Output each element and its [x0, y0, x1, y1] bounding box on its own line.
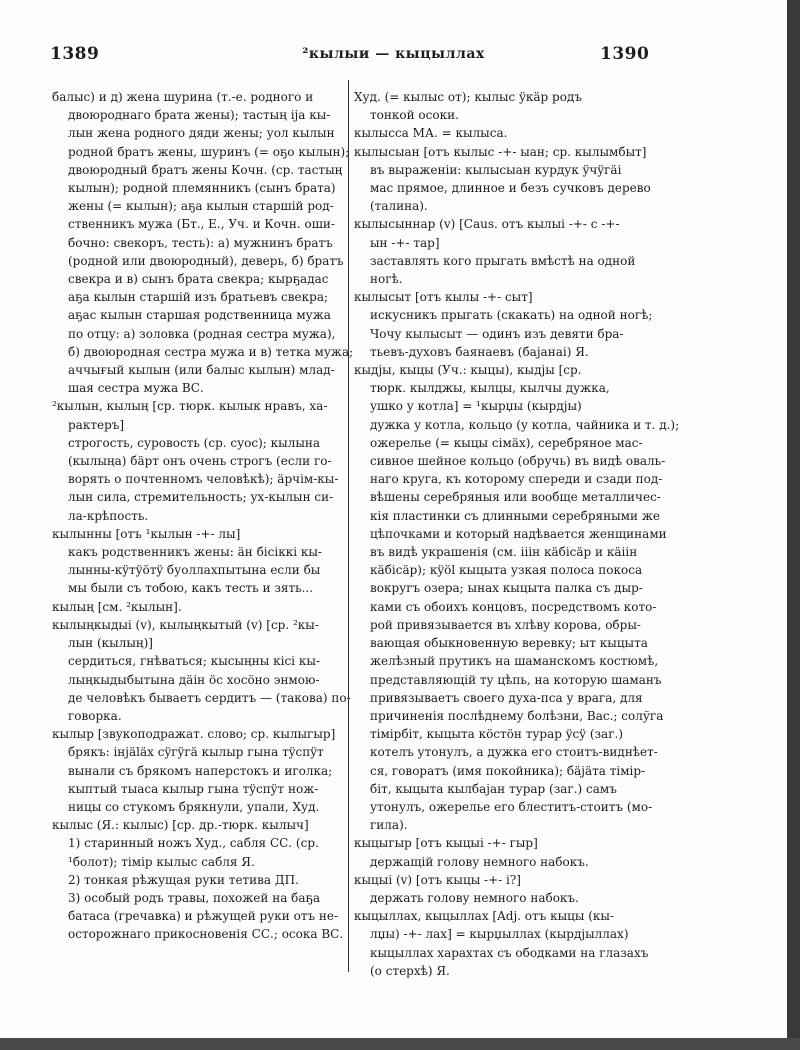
entry-text-line: ¹болот); тімір кылыс сабля Я.: [68, 854, 255, 869]
dictionary-entry: [354, 907, 654, 980]
entry-text-line: вающая обыкновенную веревку; ыт кыцыта: [370, 636, 648, 651]
entry-text-line: лын (кылың)]: [68, 636, 153, 651]
running-title: ²кылыи — кыцыллах: [302, 46, 485, 62]
entry-text-line: бочно: свекоръ, тесть): а) мужнинъ братъ: [68, 235, 333, 250]
entry-text-line: батаса (гречавка) и рѣжущей руки отъ не-: [68, 909, 339, 924]
dictionary-entry: [354, 215, 654, 288]
entry-text-line: б) двоюродная сестра мужа и в) тетка мужа;: [68, 344, 354, 359]
entry-text-line: искусникъ прыгать (скакать) на одной ногѣ;: [370, 308, 653, 323]
entry-text-line: ками съ обоихъ концовъ, посредствомъ кото-: [370, 599, 657, 614]
entry-text-line: представляющій ту цѣпь, на которую шаманъ: [370, 672, 662, 687]
entry-headword-line: кыдјы, кыцы (Уч.: кыцы), кыдјы [ср.: [354, 363, 582, 378]
entry-text-line: ницы со стукомъ брякнули, упали, Худ.: [68, 799, 320, 814]
dictionary-entry: [354, 124, 654, 142]
entry-headword-line: кыцыллах, кыцыллах [Adj. отъ кыцы (кы-: [354, 909, 615, 924]
dictionary-entry: [52, 616, 351, 725]
right-page-number: 1390: [600, 44, 650, 64]
entry-text-line: тонкой осоки.: [370, 108, 459, 123]
entry-text-line: 1) старинный ножъ Худ., сабля СС. (ср.: [68, 836, 319, 851]
entry-text-line: тімірбіт, кыцыта кöстöн турар ÿсÿ (заг.): [370, 727, 623, 742]
entry-text-line: мас прямое, длинное и безъ сучковъ дерево: [370, 181, 651, 196]
entry-text-line: какъ родственникъ жены: äн бісіккі кы-: [68, 545, 322, 560]
entry-text-line: въ выраженіи: кылысыан курдук ÿчÿгäі: [370, 162, 622, 177]
entry-text-line: ся, говоратъ (имя покойника); бäјäта тімір-: [370, 763, 646, 778]
right-column: [354, 88, 680, 980]
entry-text-line: шая сестра мужа ВС.: [68, 381, 204, 396]
entry-text-line: цѣпочками и который надѣвается женщинами: [370, 526, 667, 541]
entry-text-line: въ видѣ украшенія (см. ііін кäбісäр и кäіін: [370, 545, 638, 560]
dictionary-entry: [52, 598, 342, 616]
entry-text-line: ственникъ мужа (Бт., Е., Уч. и Кочн. оши-: [68, 217, 335, 232]
entry-text-line: заставлять кого прыгать вмѣстѣ на одной: [370, 253, 636, 268]
entry-text-line: дужка у котла, кольцо (у котла, чайника и т. д.);: [370, 417, 680, 432]
entry-text-line: кыптый тыаса кылыр гына тÿспÿт нож-: [68, 781, 319, 796]
entry-text-line: ла-крѣпость.: [68, 508, 149, 523]
entry-text-line: брякъ: iнjäläх сÿгÿгä кылыр гына тÿспÿт: [68, 745, 324, 760]
entry-text-line: 3) особый родъ травы, похожей на баҕа: [68, 890, 321, 905]
entry-text-line: де человѣкъ бываетъ сердитъ — (такова) по-: [68, 690, 351, 705]
entry-text-line: гила).: [370, 818, 408, 833]
entry-text-line: ын -+- тар]: [370, 235, 440, 250]
entry-headword-line: Худ. (= кылыс от); кылыс ÿкäр родъ: [354, 90, 582, 104]
entry-headword-line: кыцыгыр [отъ кыцыі -+- гыр]: [354, 836, 538, 851]
dictionary-entry: [52, 88, 354, 397]
entry-text-line: осторожнаго прикосновенія СС.; осока ВС.: [68, 927, 344, 942]
entry-headword-line: балыс) и д) жена шурина (т.-е. родного и: [52, 90, 314, 104]
entry-text-line: строгость, суровость (ср. суос); кылына: [68, 435, 321, 450]
column-divider: [348, 80, 349, 972]
entry-text-line: лын сила, стремительность; ух-кылын си-: [68, 490, 334, 505]
dictionary-entry: [354, 361, 680, 834]
entry-text-line: 2) тонкая рѣжущая руки тетива ДП.: [68, 872, 299, 887]
entry-headword-line: кылысыннар (v) [Caus. отъ кылыі -+- с -+-: [354, 217, 620, 232]
entry-headword-line: ²кылын, кылың [ср. тюрк. кылык нравъ, ха-: [52, 399, 328, 414]
entry-text-line: ожерелье (= кыцы сімäх), серебряное мас-: [370, 435, 643, 450]
left-column: [52, 88, 354, 944]
entry-text-line: лынны-кÿтÿöтÿ буоллахпытына если бы: [68, 563, 321, 578]
entry-headword-line: кылысыан [отъ кылыс -+- ыан; ср. кылымбыт]: [354, 144, 647, 159]
entry-text-line: ворять о почтенномъ человѣкѣ); äрчім-кы-: [68, 472, 339, 487]
entry-text-line: утонулъ, ожерелье его блеститъ-стоитъ (мо-: [370, 799, 653, 814]
entry-text-line: аччығый кылын (или балыс кылын) млад-: [68, 363, 335, 378]
page-header: [0, 44, 787, 70]
entry-text-line: причиненія послѣднему болѣзни, Вас.; солўга: [370, 708, 664, 723]
entry-text-line: тьевъ-духовъ баянаевъ (бајанаі) Я.: [370, 344, 589, 359]
entry-text-line: сивное шейное кольцо (обручь) въ видѣ оваль-: [370, 454, 666, 469]
entry-text-line: (кылыңа) бäрт онъ очень строгъ (если го-: [68, 454, 332, 469]
entry-text-line: котелъ утонулъ, а дужка его стоитъ-виднѣет-: [370, 745, 658, 760]
entry-text-line: аҕас кылын старшая родственница мужа: [68, 308, 331, 323]
entry-text-line: лџы) -+- лах] = кырџыллах (кырдјыллах): [370, 927, 629, 942]
dictionary-entry: [52, 397, 342, 524]
entry-text-line: держащій голову немного набокъ.: [370, 854, 589, 869]
entry-text-line: вѣшены серебряныя или вообще металличес-: [370, 490, 661, 505]
entry-text-line: сердиться, гнѣваться; кысыңны кісі кы-: [68, 654, 320, 669]
entry-text-line: говорка.: [68, 708, 122, 723]
entry-text-line: вокругъ озера; ынах кыцыта палка съ дыр-: [370, 581, 643, 596]
entry-headword-line: кылыңкыдыі (v), кылыңкытый (v) [ср. ²кы-: [52, 617, 319, 632]
entry-headword-line: кылыр [звукоподражат. слово; ср. кылыгыр]: [52, 727, 336, 742]
entry-text-line: родной братъ жены, шуринъ (= oҕo кылын);: [68, 144, 350, 159]
scan-shadow-bottom: [0, 1038, 800, 1050]
entry-text-line: желѣзный прутикъ на шаманскомъ костюмѣ,: [370, 654, 659, 669]
entry-text-line: по отцу: а) золовка (родная сестра мужа),: [68, 326, 336, 341]
dictionary-entry: [52, 725, 342, 816]
entry-text-line: лын жена родного дяди жены; уол кылын: [68, 126, 335, 141]
entry-text-line: привязываетъ своего духа-пса у врага, для: [370, 690, 643, 705]
entry-text-line: Чочу кылысыт — одинъ изъ девяти бра-: [370, 326, 624, 341]
entry-text-line: вынали съ брякомъ наперстокъ и иголка;: [68, 763, 333, 778]
entry-text-line: (талина).: [370, 199, 428, 214]
entry-headword-line: кылынны [отъ ¹кылын -+- лы]: [52, 526, 241, 541]
entry-text-line: (родной или двоюродный), деверь, б) братъ: [68, 253, 344, 268]
dictionary-entry: [52, 816, 342, 943]
entry-text-line: біт, кыцыта кылбајан турар (заг.) самъ: [370, 781, 617, 796]
left-page-number: 1389: [50, 44, 100, 64]
dictionary-entry: [354, 143, 654, 216]
entry-text-line: тюрк. кылджы, кылцы, кылчы дужка,: [370, 381, 610, 396]
entry-headword-line: кылысса МА. = кылыса.: [354, 126, 508, 141]
entry-headword-line: кылың [см. ²кылын].: [52, 599, 182, 614]
entry-text-line: наго круга, къ которому спереди и сзади под-: [370, 472, 663, 487]
entry-text-line: двоюродный братъ жены Кочн. (ср. тастың: [68, 162, 343, 177]
entry-text-line: мы были съ тобою, какъ тесть и зять...: [68, 581, 314, 596]
entry-text-line: двоюроднаго брата жены); тастың ija кы-: [68, 108, 331, 123]
entry-headword-line: кыцыі (v) [отъ кыцы -+- і?]: [354, 872, 521, 887]
entry-text-line: жены (= кылын); аҕа кылын старшій род-: [68, 199, 334, 214]
entry-text-line: кыцыллах харахтах съ ободками на глазахъ: [370, 945, 649, 960]
entry-text-line: держать голову немного набокъ.: [370, 890, 579, 905]
dictionary-entry: [354, 871, 654, 907]
entry-text-line: рактеръ]: [68, 417, 125, 432]
dictionary-entry: [354, 834, 654, 870]
dictionary-entry: [354, 88, 654, 124]
entry-text-line: (о стерхѣ) Я.: [370, 963, 450, 978]
entry-text-line: лыңкыдыбытына дäін öс хосöно энмою-: [68, 672, 320, 687]
entry-text-line: кäбісäр); кÿöl кыцыта узкая полоса покоса: [370, 563, 643, 578]
entry-text-line: кія пластинки съ длинными серебряными же: [370, 508, 660, 523]
scan-shadow-right: [787, 0, 800, 1050]
dictionary-entry: [354, 288, 654, 361]
entry-text-line: аҕа кылын старшій изъ братьевъ свекра;: [68, 290, 329, 305]
dictionary-entry: [52, 525, 342, 598]
entry-headword-line: кылыс (Я.: кылыс) [ср. др.-тюрк. кылыч]: [52, 818, 309, 833]
entry-text-line: кылын); родной племянникъ (сынъ брата): [68, 181, 336, 196]
entry-text-line: ушко у котла] = ¹кырџы (кырдјы): [370, 399, 582, 414]
entry-text-line: свекра и в) сынъ брата свекра; кырҕадас: [68, 272, 329, 287]
entry-text-line: рой привязывается въ хлѣву корова, обры-: [370, 617, 641, 632]
entry-text-line: ногѣ.: [370, 272, 403, 287]
entry-headword-line: кылысыт [отъ кылы -+- сыт]: [354, 290, 533, 305]
